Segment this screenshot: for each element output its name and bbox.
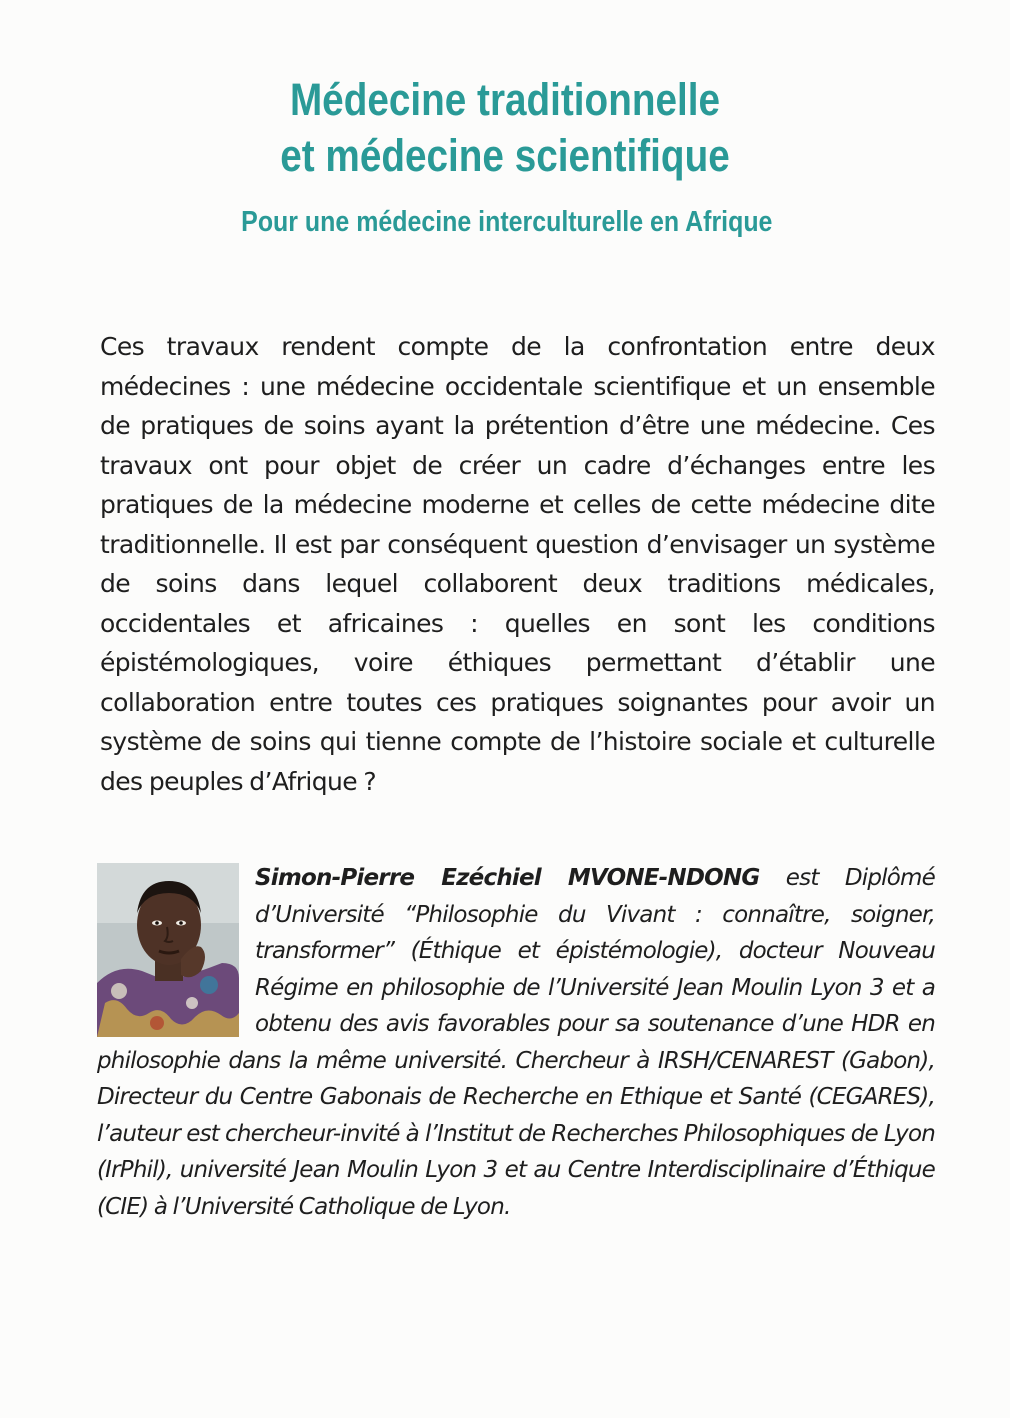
book-subtitle: Pour une médecine interculturelle en Afrique: [241, 206, 773, 238]
book-title-line-1: Médecine traditionnelle: [289, 74, 721, 125]
author-name: Simon-Pierre Ezéchiel MVONE-NDONG: [255, 865, 760, 891]
book-abstract: Ces travaux rendent compte de la confrontation entre deux médecines : une médecine occidentale scientifique et un ensemble de pratiques de soins ayant la prétention d’être une médecine. Ces travaux ont pour objet de créer un cadre d’échanges entre les pratiques de la médecine moderne et celles de cette médecine dite traditionnelle. Il est par conséquent question d’envisager un système de soins dans lequel collaborent deux traditions médicales, occidentales et africaines : quelles en sont les conditions épistémologiques, voire éthiques permettant d’établir une collaboration entre toutes ces pratiques soignantes pour avoir un système de soins qui tienne compte de l’histoire sociale et culturelle des peuples d’Afrique ?: [100, 332, 935, 796]
author-bio-text: est Diplômé d’Université “Philosophie du Vivant : connaître, soigner, transformer” (Éthique et épistémologie), docteur Nouveau Régime en philosophie de l’Université Jean Moulin Lyon 3 et a obtenu des avis favorables pour sa soutenance d’une HDR en philosophie dans la même université. Chercheur à IRSH/CENAREST (Gabon), Directeur du Centre Gabonais de Recherche en Ethique et Santé (CEGARES), l’auteur est chercheur-invité à l’Institut de Recherches Philosophiques de Lyon (IrPhil), université Jean Moulin Lyon 3 et au Centre Interdisciplinaire d’Éthique (CIE) à l’Université Catholique de Lyon.: [97, 865, 935, 1220]
book-title-line-2: et médecine scientifique: [280, 130, 730, 181]
author-bio: [97, 860, 935, 1225]
photo-spacer: [97, 860, 255, 1040]
book-title: [71, 72, 940, 184]
